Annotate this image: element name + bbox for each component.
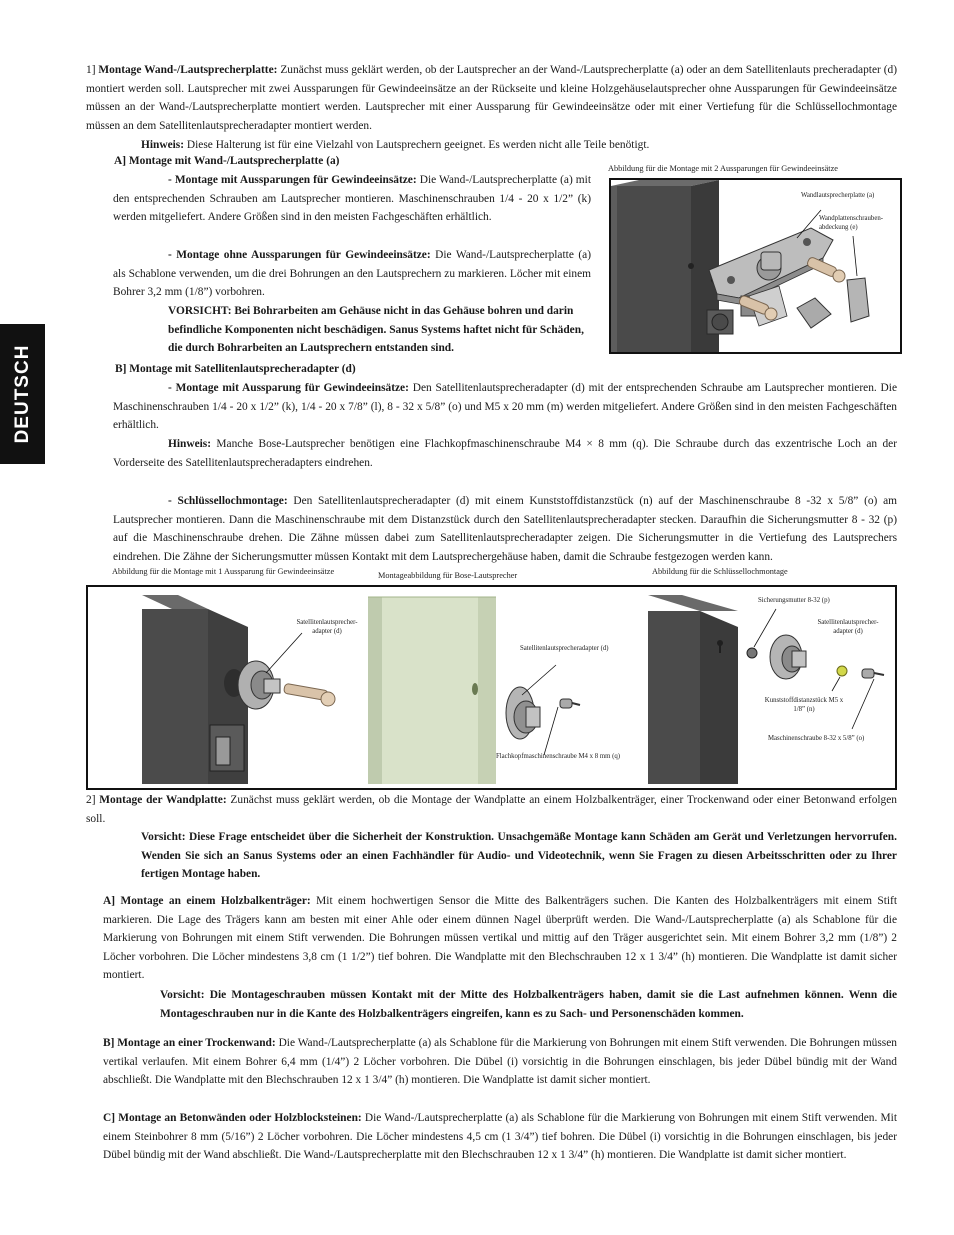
section-2-number: 2] (86, 794, 96, 806)
a1-text: Die Wand-/Lautsprecherplatte (a) mit den entsprechenden Schrauben am Lautsprecher montieren. Maschinenschrauben 1/4 - 20 x 1/2” (k) werden mitgeliefert. Andere Größen sind in den meisten Fachgeschäften erhältlich. (113, 174, 591, 224)
subsection-a1 (113, 171, 591, 227)
section-2-caution: Vorsicht: Diese Frage entscheidet über die Sicherheit der Konstruktion. Unsachgemäße Montage kann Schäden am Gerät und Verletzungen hervorrufen. Wenden Sie sich an Sanus Systems oder an einen Fachhändler für Audio- und Videotechnik, wenn Sie Fragen zu diesen Arbeitsschritten oder zu Ihrer fertigen Montage haben. (141, 831, 897, 881)
f3-label-nut: Sicherungsmutter 8-32 (p) (758, 597, 830, 604)
f3-label-spacer: Kunststoffdistanzstück M5 x 1/8” (n) (764, 697, 844, 713)
caution-drilling: VORSICHT: Bei Bohrarbeiten am Gehäuse nicht in das Gehäuse bohren und darin befindliche Komponenten nicht beschädigen. Sanus Systems haftet nicht für Schäden, die durch Bohrarbeiten an Lautsprechern entstanden sind. (168, 305, 584, 355)
f3-label-adapter: Satellitenlautsprecher-adapter (d) (817, 619, 879, 635)
f3-label-screw: Maschinenschraube 8-32 x 5/8” (o) (768, 735, 865, 742)
section-2-title: Montage der Wandplatte: (99, 794, 227, 806)
subsection-2b (103, 1034, 897, 1090)
a2-label: - Montage ohne Aussparungen für Gewindeeinsätze: (168, 249, 431, 261)
subsection-2a (103, 892, 897, 985)
label-wall-plate: Wandlautsprecherplatte (a) (801, 192, 875, 199)
figure-row-drawing (88, 587, 895, 788)
figure-two-inserts (609, 178, 902, 354)
2a-label: A] Montage an einem Holzbalkenträger: (103, 895, 311, 907)
section-1-text: Zunächst muss geklärt werden, ob der Lautsprecher an der Wand-/Lautsprecherplatte (a) oder an dem Satellitenlauts precheradapter (d) montiert werden soll. Lautsprecher mit zwei Aussparungen für Gewindeeinsätze an der Rückseite und kleine Holzgehäuselautsprecher ohne Aussparungen für Gewindeeinsätze müssen an der Wand-/Lautsprecherplatte montiert werden. Lautsprecher mit einer Aussparung für Gewindeeinsätze oder mit einer Vertiefung für die Schlüssellochmontage müssen an dem Satellitenlautsprecheradapter montiert werden. (86, 64, 897, 132)
figure-3-caption: Abbildung für die Schlüssellochmontage (652, 567, 788, 576)
a2-text: Die Wand-/Lautsprecherplatte (a) als Schablone verwenden, um die drei Bohrungen an den Lautsprechern zu markieren. Löcher mit einem Bohrer 3,2 mm (1/8”) vorbohren. (113, 249, 591, 299)
f2-label-screw: Flachkopfmaschinenschraube M4 x 8 mm (q) (496, 753, 621, 760)
section-2-intro (86, 791, 897, 828)
hint-text: Diese Halterung ist für eine Vielzahl von Lautsprechern geeignet. Es werden nicht alle Teile benötigt. (186, 139, 650, 151)
b-hint-label: Hinweis: (168, 438, 212, 450)
subsection-2c (103, 1109, 897, 1165)
2a-text: Mit einem hochwertigen Sensor die Mitte des Balkenträgers suchen. Die Kanten des Holzbalkenträgers mit einem Stift markieren. Die Lage des Trägers kann am besten mit einer Ahle oder einem dünnen Nagel überprüft werden. Die Wand-/Lautsprecherplatte (a) als Schablone für die Markierung von Bohrungen mit einem Stift verwenden. Die Bohrungen müssen vertikal und mittig auf den Träger ausgerichtet sein. Mit einem Bohrer 3,2 mm (1/8”) 2 Löcher vorbohren. Die Löcher mindestens 3,8 cm (1 1/2”) tief bohren. Die Wandplatte mit den Blechschrauben 12 x 1 3/4” (h) montieren. Die Wandplatte ist damit sicher montiert. (103, 895, 897, 982)
hint-label: Hinweis: (141, 139, 185, 151)
subsection-b-title: B] Montage mit Satellitenlautsprecheradapter (d) (115, 363, 356, 375)
2b-text: Die Wand-/Lautsprecherplatte (a) als Schablone für die Markierung von Bohrungen mit einem Stift verwenden. Die Bohrungen müssen vertikal verlaufen. Mit einem Bohrer 6,4 mm (1/4”) 2 Löcher vorbohren. Die Dübel (i) vorsichtig in die Bohrungen einschlagen, bis jeder Dübel bündig mit der Wand abschließt. Die Wandplatte mit den Blechschrauben 12 x 1 3/4” (h) montieren. Die Wandplatte ist damit sicher montiert. (103, 1037, 897, 1087)
subsection-2a-caution: Vorsicht: Die Montageschrauben müssen Kontakt mit der Mitte des Holzbalkenträgers haben, damit sie die Last aufnehmen können. Wenn die Montageschrauben nur in die Kante des Holzbalkenträgers eingreifen, kann es zu Sach- und Personenschäden kommen. (160, 989, 897, 1020)
2c-text: Die Wand-/Lautsprecherplatte (a) als Schablone für die Markierung von Bohrungen mit einem Stift verwenden. Mit einem Steinbohrer 8 mm (5/16”) 2 Löcher vorbohren. Die Löcher mindestens 4,5 cm (1 3/4”) tief bohren. Die Dübel (i) vorsichtig in die Bohrungen einschlagen, bis jeder Dübel bündig mit der Wand abschließt. Die Wand-/Lautsprecherplatte mit den Blechschrauben 12 x 1 3/4” (h) montieren. Die Wandplatte ist damit sicher montiert. (103, 1112, 897, 1162)
figure-1-caption: Abbildung für die Montage mit 1 Aussparung für Gewindeeinsätze (112, 567, 335, 576)
subsection-a2 (113, 246, 591, 302)
section-1-title: Montage Wand-/Lautsprecherplatte: (98, 64, 278, 76)
figure-row (86, 585, 897, 790)
2c-label: C] Montage an Betonwänden oder Holzblocksteinen: (103, 1112, 362, 1124)
f2-label-adapter: Satellitenlautsprecheradapter (d) (520, 645, 609, 652)
f1-label-adapter: Satellitenlautsprecher-adapter (d) (296, 619, 358, 635)
b2-text: Den Satellitenlautsprecheradapter (d) mit einem Kunststoffdistanzstück (n) auf der Maschinenschraube 8 -32 x 5/8” (o) am Lautsprecher montieren. Dann die Maschinenschraube mit dem Distanzstück durch den Satellitenlautsprecheradapter stecken. Daraufhin die Sicherungsmutter 8 - 32 (p) auf die Maschinenschraube drehen. Die Zähne müssen dabei zum Satellitenlautsprecheradapter zeigen. Die Sicherungsmutter in die Vertiefung des Lautsprechers eindrehen. Die Zähne der Sicherungsmutter müssen Kontakt mit dem Lautsprechergehäuse haben, damit die Schraube festgezogen werden kann. (113, 495, 897, 563)
b2-label: - Schlüssellochmontage: (168, 495, 288, 507)
subsection-b1 (113, 379, 897, 435)
b1-label: - Montage mit Aussparung für Gewindeeinsätze: (168, 382, 409, 394)
figure-2-caption: Montageabbildung für Bose-Lautsprecher (378, 571, 518, 580)
b1-text: Den Satellitenlautsprecheradapter (d) mit der entsprechenden Schraube am Lautsprecher montieren. Die Maschinenschrauben 1/4 - 20 x 1/2” (k), 1/4 - 20 x 7/8” (l), 8 - 32 x 5/8” (o) und M5 x 20 mm (m) werden mitgeliefert. Andere Größen sind in den meisten Fachgeschäften erhältlich. (113, 382, 898, 432)
section-1-number: 1] (86, 64, 96, 76)
section-1-intro (86, 61, 897, 135)
figure-top-caption: Abbildung für die Montage mit 2 Aussparungen für Gewindeeinsätze (608, 164, 838, 173)
a1-label: - Montage mit Aussparungen für Gewindeeinsätze: (168, 174, 417, 186)
language-tab (0, 324, 45, 464)
figure-two-inserts-drawing (611, 180, 900, 352)
subsection-b-hint (113, 435, 897, 472)
b-hint-text: Manche Bose-Lautsprecher benötigen eine Flachkopfmaschinenschraube M4 × 8 mm (q). Die Schraube durch das exzentrische Loch an der Vorderseite des Satellitenlautsprecheradapters eindrehen. (113, 438, 897, 469)
language-tab-label: DEUTSCH (11, 344, 33, 444)
2b-label: B] Montage an einer Trockenwand: (103, 1037, 276, 1049)
section-2-text: Zunächst muss geklärt werden, ob die Montage der Wandplatte an einem Holzbalkenträger, einer Trockenwand oder einer Betonwand erfolgen soll. (86, 794, 897, 825)
subsection-a-title: A] Montage mit Wand-/Lautsprecherplatte (a) (114, 155, 340, 167)
label-wall-plate-cover: Wandplattenschrauben-abdeckung (e) (819, 215, 883, 231)
subsection-b2 (113, 492, 897, 566)
